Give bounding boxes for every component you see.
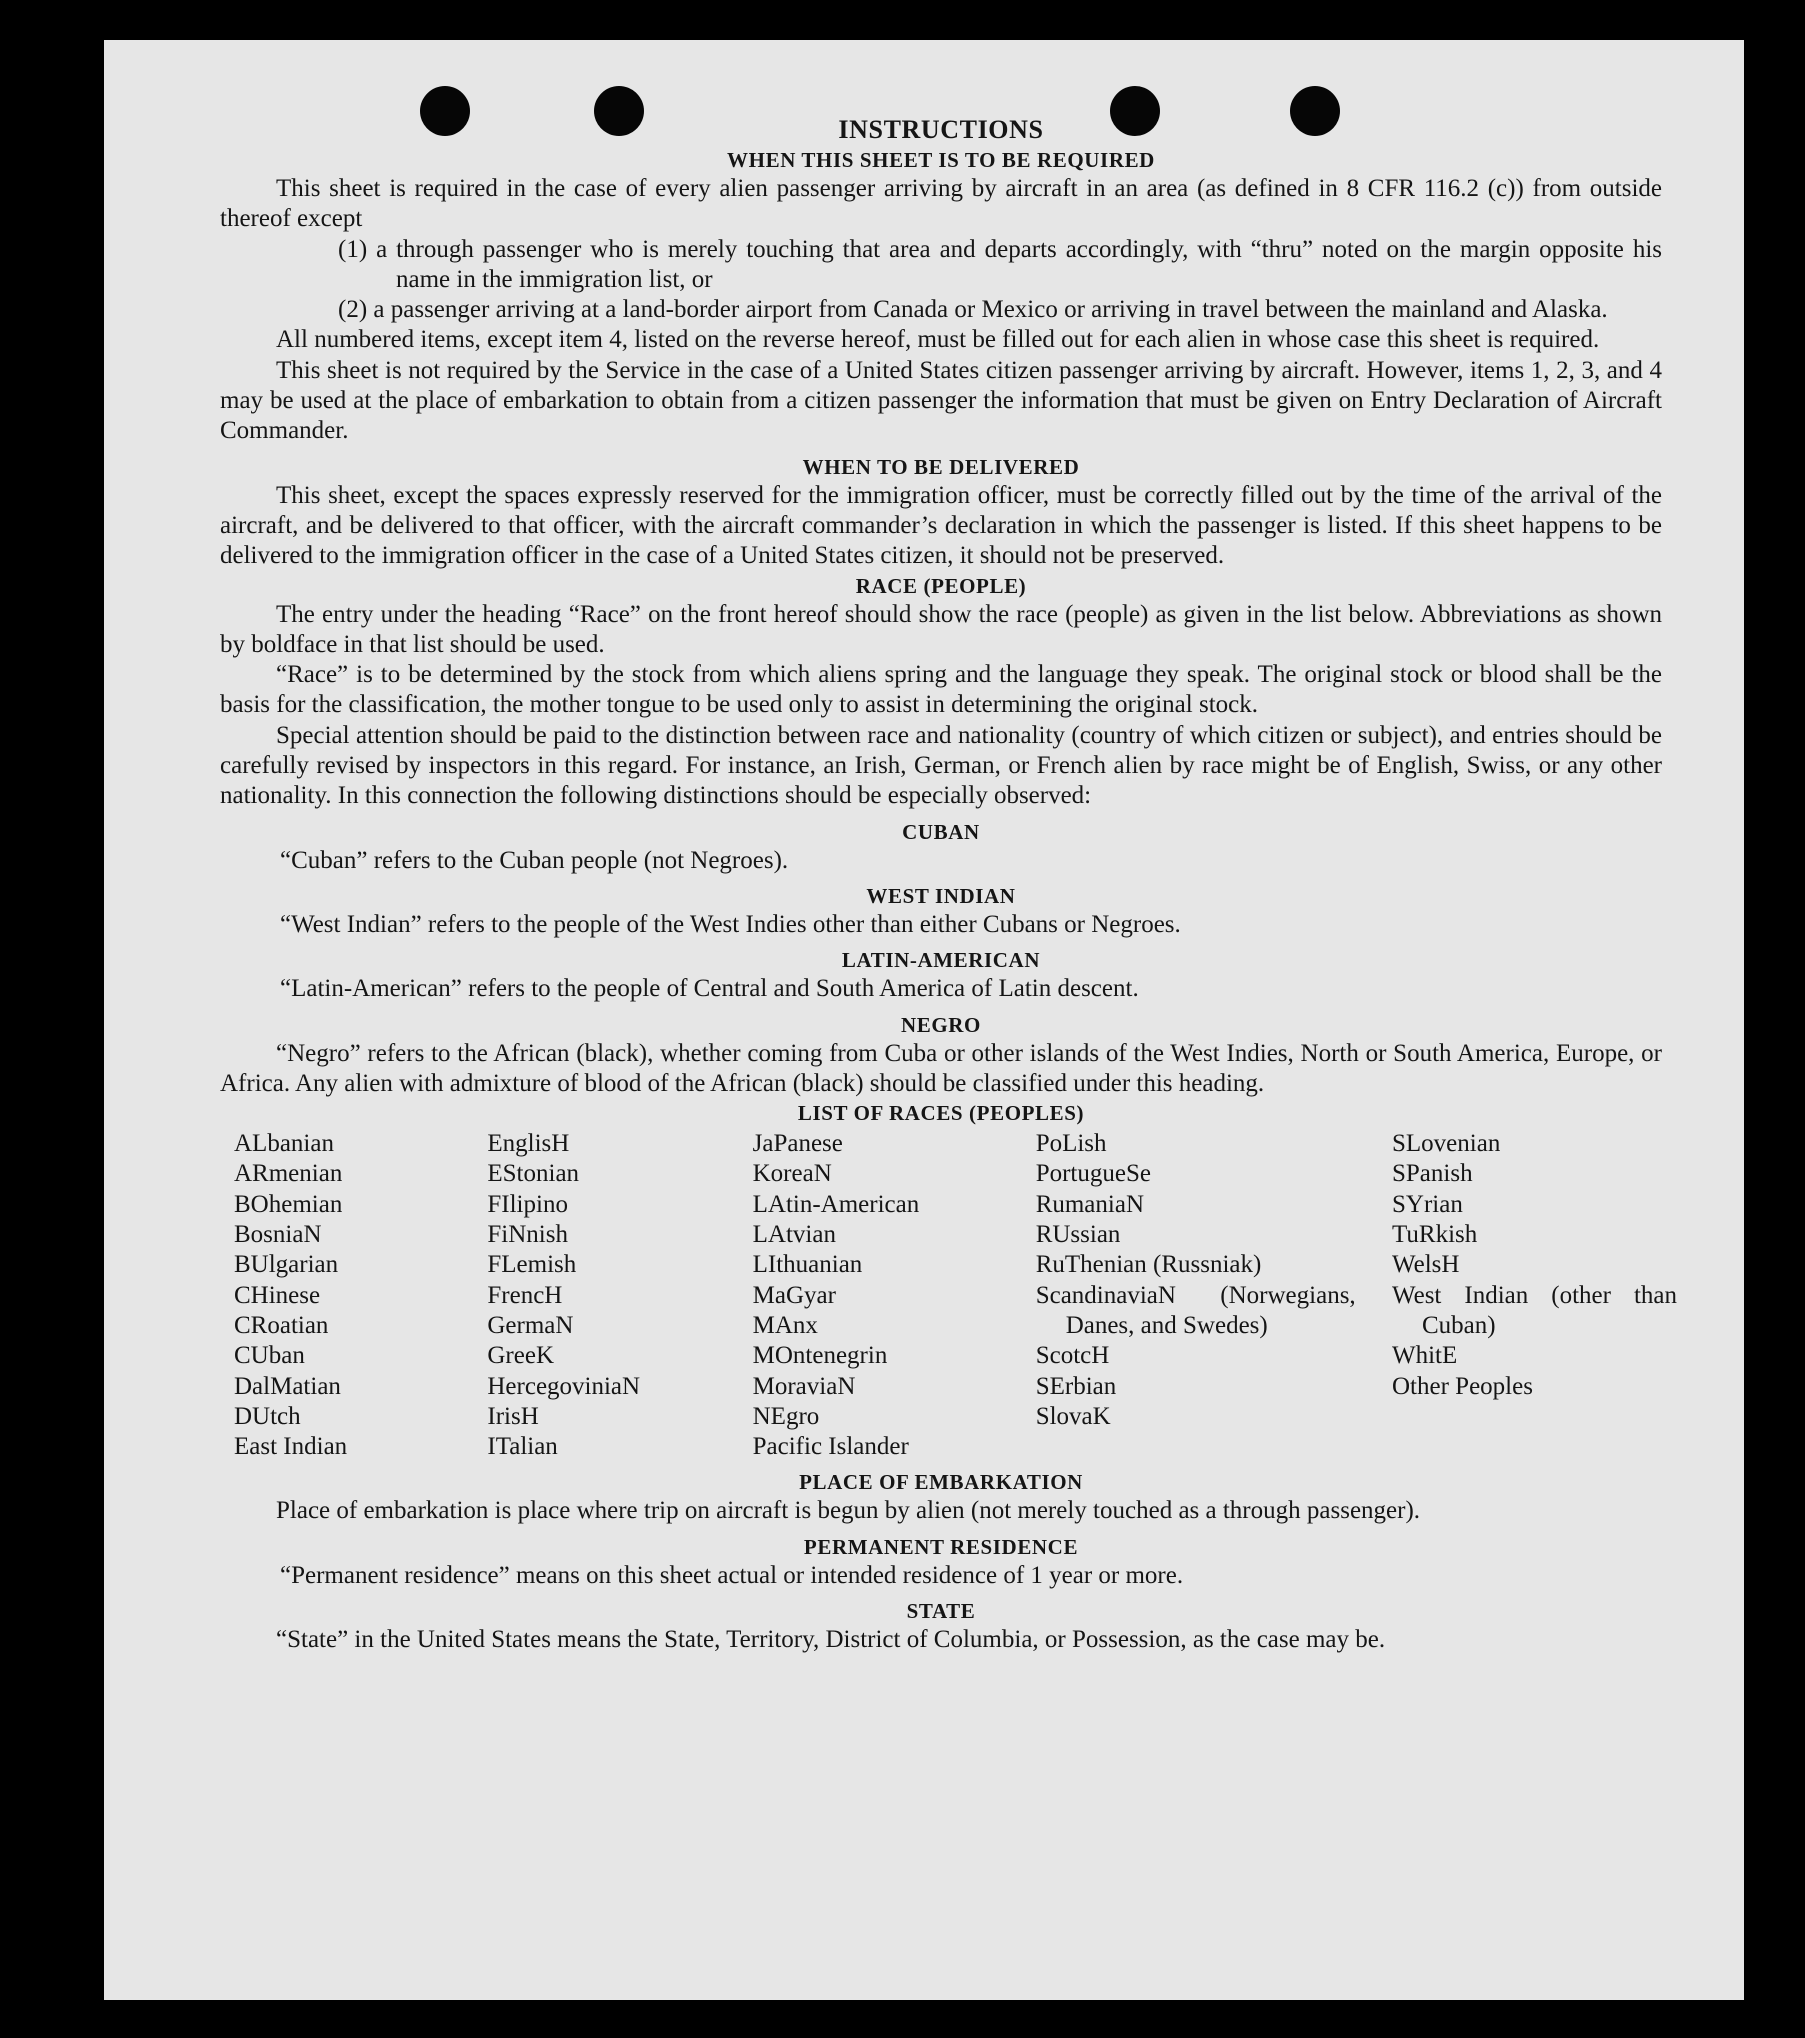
west-indian-text: “West Indian” refers to the people of the West Indies other than either Cubans or Negroes. [280, 910, 1181, 938]
race-entry: KoreaN [752, 1160, 832, 1188]
race-entry: EnglisH [487, 1130, 570, 1158]
exception-item-1: (1) a through passenger who is merely touching that area and departs accordingly, with “thru” noted on the margin opposite his name in the immigration list, or [338, 235, 1662, 293]
instructions-body [220, 114, 1677, 1655]
negro-text: “Negro” refers to the African (black), whether coming from Cuba or other islands of the West Indies, North or South America, Europe, or Africa. Any alien with admixture of blood of the African (black) should be classified under this heading. [220, 1039, 1662, 1097]
when-required-para-3: This sheet is not required by the Service in the case of a United States citizen passenger arriving by aircraft. However, items 1, 2, 3, and 4 may be used at the place of embarkation to obtain from a citizen passenger the information that must be given on Entry Declaration of Aircraft Commander. [220, 356, 1662, 445]
section-heading-race: RACE (PEOPLE) [855, 573, 1027, 598]
race-entry: BUlgarian [234, 1251, 339, 1279]
race-entry: FrencH [487, 1281, 563, 1309]
race-entry: BOhemian [234, 1190, 343, 1218]
race-para-2: “Race” is to be determined by the stock from which aliens spring and the language they speak. The original stock or blood shall be the basis for the classification, the mother tongue to be used only to assist in determining the original stock. [220, 661, 1662, 719]
race-entry: LIthuanian [752, 1251, 863, 1279]
section-heading-latin-american: LATIN-AMERICAN [841, 948, 1041, 973]
when-required-para-2: All numbered items, except item 4, listed on the reverse hereof, must be filled out for each alien in whose case this sheet is required. [276, 326, 1600, 354]
page-title: INSTRUCTIONS [838, 115, 1044, 144]
section-heading-state: STATE [906, 1598, 976, 1623]
exception-item-2: (2) a passenger arriving at a land-border airport from Canada or Mexico or arriving in travel between the mainland and Alaska. [338, 296, 1608, 324]
state-text: “State” in the United States means the State, Territory, District of Columbia, or Possession, as the case may be. [276, 1625, 1386, 1653]
race-entry: BosniaN [234, 1221, 322, 1249]
race-entry: JaPanese [752, 1130, 843, 1158]
races-column [487, 1129, 752, 1462]
embarkation-text: Place of embarkation is place where trip on aircraft is begun by alien (not merely touched as a through passenger). [276, 1497, 1421, 1525]
race-entry: MoraviaN [752, 1372, 856, 1400]
race-para-3: Special attention should be paid to the distinction between race and nationality (country of which citizen or subject), and entries should be carefully revised by inspectors in this regard. For instance, an Irish, German, or French alien by race might be of English, Swiss, or any other nationality. In this connection the following distinctions should be especially observed: [220, 721, 1662, 810]
race-entry: EStonian [487, 1160, 580, 1188]
race-entry: SYrian [1392, 1190, 1463, 1218]
races-column [1392, 1129, 1677, 1462]
race-para-1: The entry under the heading “Race” on the front hereof should show the race (people) as given in the list below. Abbreviations as shown by boldface in that list should be used. [220, 600, 1662, 658]
race-entry: CRoatian [234, 1311, 329, 1339]
race-entry: GreeK [487, 1342, 555, 1370]
race-entry: DalMatian [234, 1372, 341, 1400]
race-entry: CHinese [234, 1281, 321, 1309]
section-heading-cuban: CUBAN [902, 819, 980, 844]
race-entry: ScandinaviaN (Norwegians, Danes, and Swedes) [1035, 1281, 1356, 1339]
race-entry: SlovaK [1035, 1402, 1111, 1430]
section-heading-list-of-races: LIST OF RACES (PEOPLES) [797, 1101, 1085, 1126]
races-column [1036, 1129, 1392, 1462]
race-entry: SErbian [1035, 1372, 1117, 1400]
race-entry: PortugueSe [1035, 1160, 1151, 1188]
document-page [104, 40, 1744, 2000]
race-entry: DUtch [234, 1402, 301, 1430]
race-entry: CUban [234, 1342, 305, 1370]
race-entry: ITalian [487, 1433, 558, 1461]
when-delivered-text: This sheet, except the spaces expressly reserved for the immigration officer, must be correctly filled out by the time of the arrival of the aircraft, and be delivered to that officer, with the aircraft commander’s declaration in which the passenger is listed. If this sheet happens to be delivered to the immigration officer in the case of a United States citizen, it should not be preserved. [220, 481, 1662, 570]
race-entry: RumaniaN [1035, 1190, 1145, 1218]
race-entry: TuRkish [1392, 1221, 1478, 1249]
races-column [234, 1129, 487, 1462]
section-heading-negro: NEGRO [900, 1012, 981, 1037]
race-entry: ALbanian [234, 1130, 334, 1158]
race-entry: LAtvian [752, 1221, 836, 1249]
race-entry: MAnx [752, 1311, 818, 1339]
race-entry: MOntenegrin [752, 1342, 888, 1370]
section-heading-residence: PERMANENT RESIDENCE [803, 1534, 1079, 1559]
race-entry: HercegoviniaN [487, 1372, 641, 1400]
race-entry: ARmenian [234, 1160, 343, 1188]
residence-text: “Permanent residence” means on this sheet actual or intended residence of 1 year or more. [280, 1561, 1184, 1589]
race-entry: WelsH [1392, 1251, 1460, 1279]
race-entry: East Indian [234, 1433, 348, 1461]
race-entry: PoLish [1035, 1130, 1107, 1158]
race-entry: Pacific Islander [752, 1433, 909, 1461]
race-entry: West Indian (other than Cuban) [1392, 1281, 1677, 1339]
race-entry: LAtin-American [752, 1190, 920, 1218]
race-entry: NEgro [752, 1402, 820, 1430]
race-entry: IrisH [487, 1402, 539, 1430]
race-entry: RuThenian (Russniak) [1035, 1251, 1262, 1279]
race-entry: MaGyar [752, 1281, 836, 1309]
cuban-text: “Cuban” refers to the Cuban people (not Negroes). [280, 846, 789, 874]
race-entry: RUssian [1035, 1221, 1121, 1249]
races-column [753, 1129, 1036, 1462]
race-entry: Other Peoples [1392, 1372, 1533, 1400]
races-table [234, 1129, 1677, 1462]
when-required-intro: This sheet is required in the case of every alien passenger arriving by aircraft in an area (as defined in 8 CFR 116.2 (c)) from outside thereof except [220, 175, 1662, 233]
race-entry: FiNnish [487, 1221, 568, 1249]
race-entry: FIlipino [487, 1190, 568, 1218]
section-heading-when-delivered: WHEN TO BE DELIVERED [802, 454, 1080, 479]
section-heading-when-required: WHEN THIS SHEET IS TO BE REQUIRED [727, 148, 1155, 172]
race-entry: GermaN [487, 1311, 574, 1339]
section-heading-embarkation: PLACE OF EMBARKATION [799, 1470, 1083, 1495]
race-entry: SLovenian [1392, 1130, 1501, 1158]
race-entry: FLemish [487, 1251, 577, 1279]
race-entry: ScotcH [1035, 1342, 1110, 1370]
latin-american-text: “Latin-American” refers to the people of Central and South America of Latin descent. [280, 975, 1139, 1003]
race-entry: WhitE [1392, 1342, 1458, 1370]
race-entry: SPanish [1392, 1160, 1473, 1188]
section-heading-west-indian: WEST INDIAN [866, 883, 1016, 908]
